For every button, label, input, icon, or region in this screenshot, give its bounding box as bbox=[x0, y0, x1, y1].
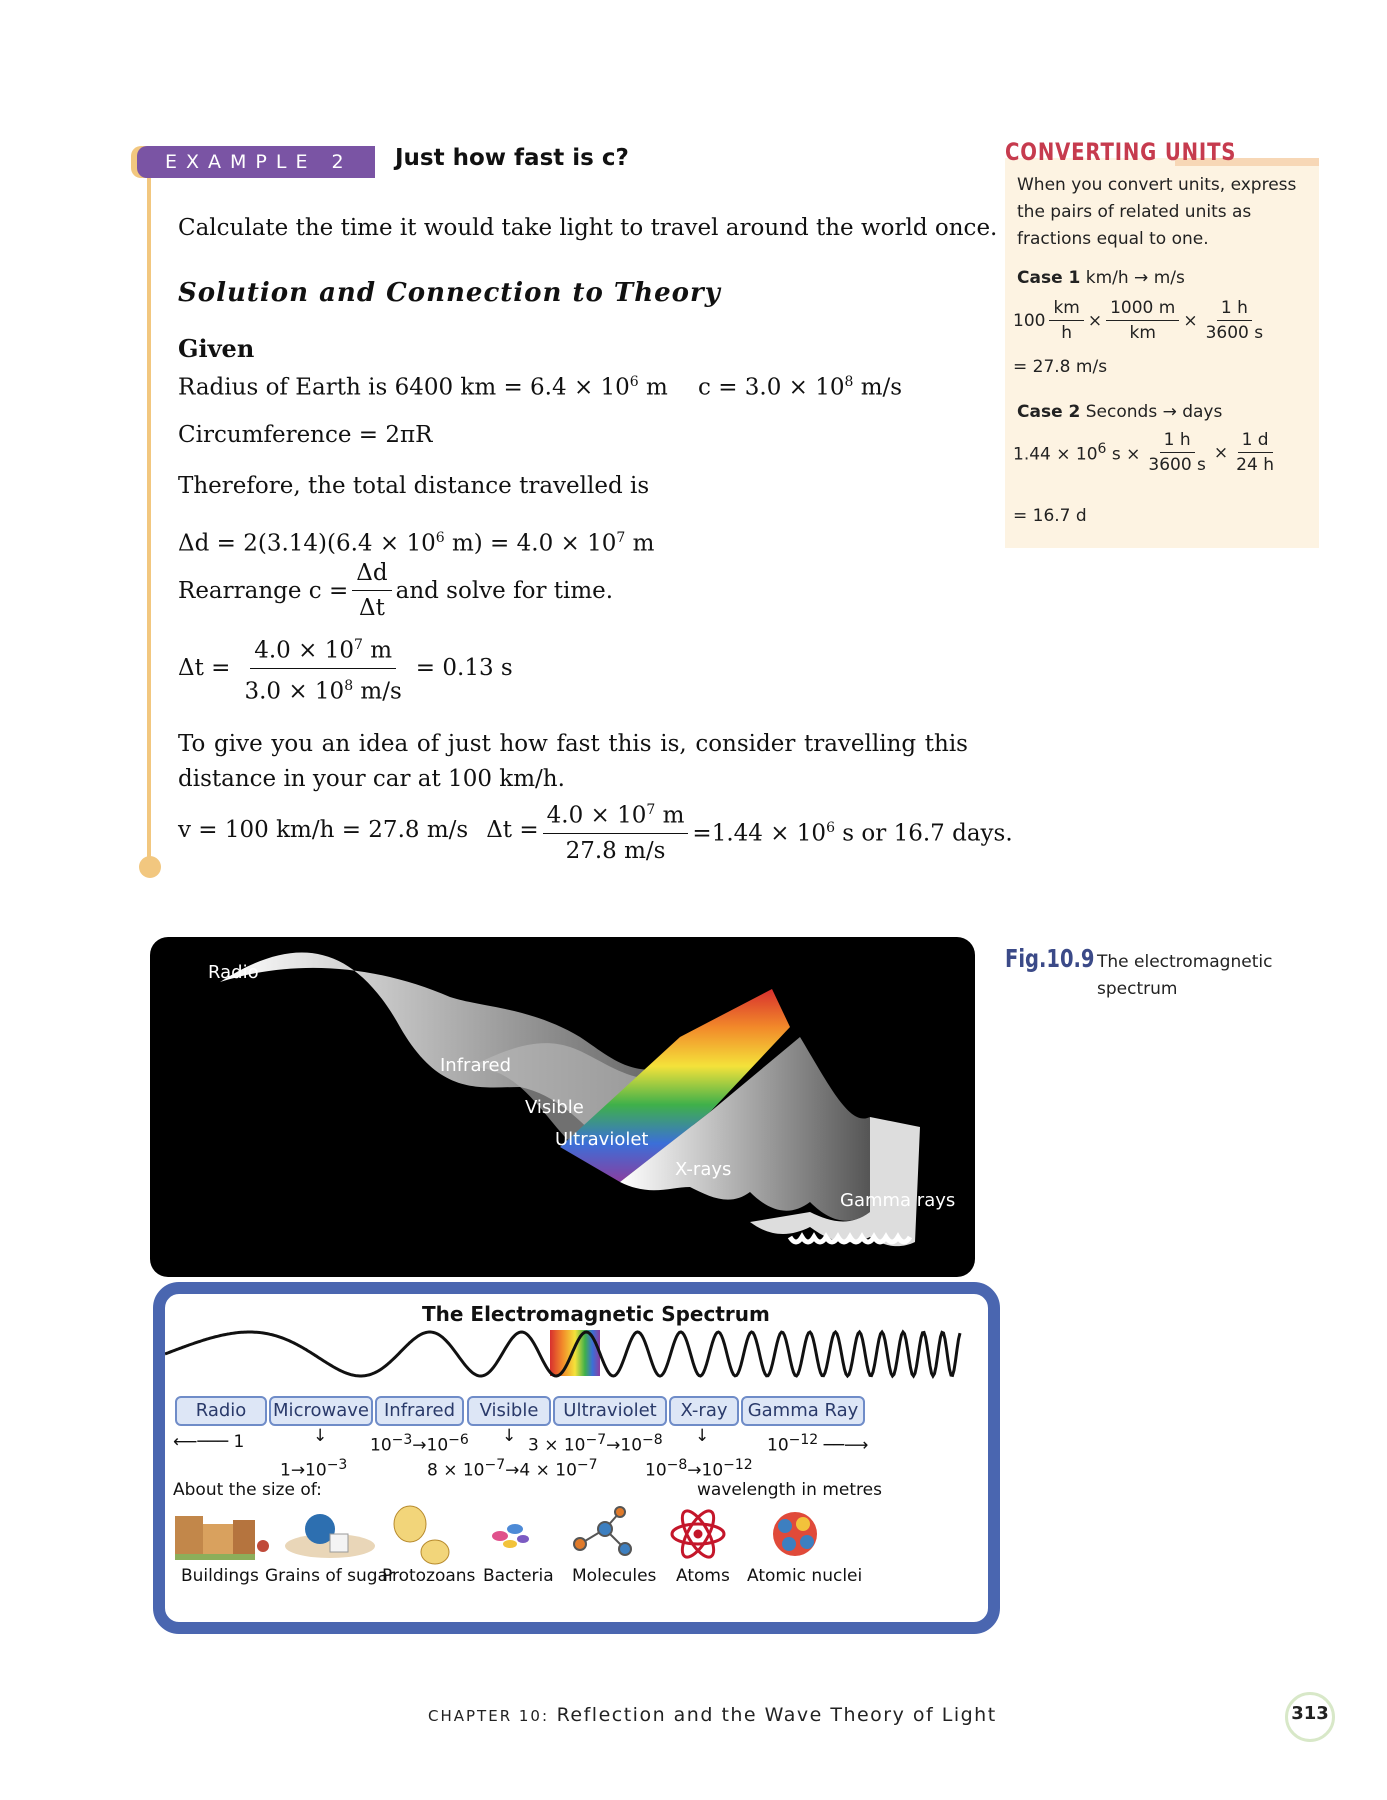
rearrange-fraction: $\frac{\Delta d}{\Delta t}$ bbox=[352, 558, 391, 623]
photo-label-visible: Visible bbox=[525, 1097, 584, 1118]
idea-text: To give you an idea of just how fast this is, consider travelling this distance in your car at 100 km/h. bbox=[178, 731, 968, 792]
spectrum-wave-illustration bbox=[150, 937, 975, 1277]
case2-heading: Case 2 Seconds → days bbox=[1017, 402, 1223, 422]
wavelength-label: wavelength in metres bbox=[697, 1480, 882, 1500]
given-radius: Radius of Earth is 6400 km = $6.4 \times 10^6$ m bbox=[178, 374, 668, 401]
em-spectrum-title: The Electromagnetic Spectrum bbox=[422, 1302, 770, 1326]
therefore-text: Therefore, the total distance travelled is bbox=[178, 473, 650, 499]
figure-caption-line1: The electromagnetic spectrum bbox=[1097, 952, 1273, 999]
example-label: EXAMPLE 2 bbox=[165, 151, 353, 173]
case1-result: = 27.8 m/s bbox=[1013, 357, 1108, 377]
sugar-icon bbox=[285, 1514, 375, 1558]
given-c: $c = 3.0 \times 10^8$ m/s bbox=[698, 374, 903, 401]
atom-icon bbox=[672, 1506, 724, 1561]
wl-radio: ⟵─── 1 bbox=[173, 1432, 245, 1452]
figure-number: Fig.10.9 bbox=[1005, 944, 1095, 973]
photo-label-infrared: Infrared bbox=[440, 1055, 511, 1076]
delta-t-fraction: $\frac{4.0 \times 10^7 m}{3.0 \times 10^8 m/s}$ bbox=[240, 630, 405, 706]
delta-d-eq: $\Delta d = 2(3.14)(6.4 \times 10^6$ $m) = 4.0 \times 10^7$ m bbox=[178, 530, 655, 557]
size-label: About the size of: bbox=[173, 1480, 322, 1500]
car-fraction: $\frac{4.0 \times 10^7 m}{27.8 m/s}$ bbox=[543, 795, 689, 866]
buildings-icon bbox=[175, 1516, 269, 1560]
case2-result: = 16.7 d bbox=[1013, 506, 1087, 526]
converting-units-intro: When you convert units, express the pairs of related units as fractions equal to one. bbox=[1017, 175, 1297, 249]
page-number: 313 bbox=[1291, 1703, 1329, 1724]
size-protozoans: Protozoans bbox=[382, 1566, 476, 1586]
example-title: Just how fast is c? bbox=[395, 145, 629, 171]
wl-visible-arrow: ↓ bbox=[502, 1426, 517, 1446]
size-molecules: Molecules bbox=[572, 1566, 657, 1586]
converting-units-title: CONVERTING UNITS bbox=[1005, 138, 1237, 166]
band-gamma-ray: Gamma Ray bbox=[741, 1396, 865, 1426]
band-visible: Visible bbox=[467, 1396, 551, 1426]
case2-equation: $1.44 \times 10^6$ s × $\frac{1 h}{3600 s}$ × $\frac{1 d}{24 h}$ bbox=[1013, 430, 1274, 475]
band-radio: Radio bbox=[175, 1396, 267, 1426]
example-problem: Calculate the time it would take light to travel around the world once. bbox=[178, 215, 998, 241]
bacteria-icon bbox=[492, 1524, 529, 1548]
rearrange-eq: Rearrange c = $\frac{\Delta d}{\Delta t}$ and solve for time. bbox=[178, 560, 614, 621]
wl-gamma: $10^{-12}$ ──⟶ bbox=[767, 1432, 869, 1456]
example-label-bar bbox=[137, 146, 375, 178]
example-side-rule bbox=[147, 178, 151, 866]
wl-visible: $8 \times 10^{-7}\to 4 \times 10^{-7}$ bbox=[427, 1457, 598, 1481]
delta-t-eq: Δt = $\frac{4.0 \times 10^7 m}{3.0 \times 10^8 m/s}$ = 0.13 s bbox=[178, 630, 513, 706]
case1-equation: 100 $\frac{km}{h}$ × $\frac{1000 m}{km}$ × $\frac{1 h}{3600 s}$ bbox=[1013, 298, 1264, 343]
car-eq: v = 100 km/h = 27.8 m/s Δt = $\frac{4.0 \times 10^7 m}{27.8 m/s}$ $=1.44 \times 10^6$ s or 16.7 days. bbox=[178, 795, 1013, 866]
wavelength-wave bbox=[165, 1324, 965, 1384]
solution-heading: Solution and Connection to Theory bbox=[178, 278, 721, 308]
size-atoms: Atoms bbox=[676, 1566, 730, 1586]
nucleus-icon bbox=[773, 1512, 817, 1556]
protozoan-icon bbox=[394, 1506, 449, 1564]
band-microwave: Microwave bbox=[269, 1396, 373, 1426]
given-heading: Given bbox=[178, 334, 255, 363]
em-spectrum-panel bbox=[153, 1282, 1000, 1634]
size-icons-row bbox=[165, 1504, 965, 1574]
band-xray: X-ray bbox=[669, 1396, 739, 1426]
band-infrared: Infrared bbox=[375, 1396, 464, 1426]
wl-xray-arrow: ↓ bbox=[695, 1426, 710, 1446]
molecule-icon bbox=[574, 1507, 631, 1555]
wl-infrared: $10^{-3}\to 10^{-6}$ bbox=[370, 1432, 469, 1456]
size-buildings: Buildings bbox=[181, 1566, 259, 1586]
photo-label-ultraviolet: Ultraviolet bbox=[555, 1129, 649, 1150]
photo-label-gamma: Gamma rays bbox=[840, 1190, 956, 1211]
wl-xray: $10^{-8}\to 10^{-12}$ bbox=[645, 1457, 753, 1481]
wl-microwave: $1\to 10^{-3}$ bbox=[280, 1457, 348, 1481]
size-bacteria: Bacteria bbox=[483, 1566, 554, 1586]
photo-label-xrays: X-rays bbox=[675, 1159, 732, 1180]
size-nuclei: Atomic nuclei bbox=[747, 1566, 863, 1586]
example-end-dot bbox=[139, 856, 161, 878]
photo-label-radio: Radio bbox=[208, 962, 259, 983]
wl-microwave-arrow: ↓ bbox=[313, 1426, 328, 1446]
band-ultraviolet: Ultraviolet bbox=[553, 1396, 667, 1426]
circumference-eq: Circumference = 2πR bbox=[178, 422, 433, 448]
size-sugar: Grains of sugar bbox=[265, 1566, 395, 1586]
chapter-footer: CHAPTER 10: Reflection and the Wave Theory of Light bbox=[428, 1704, 997, 1726]
wl-ultraviolet: $3 \times 10^{-7}\to 10^{-8}$ bbox=[528, 1432, 663, 1456]
case1-heading: Case 1 km/h → m/s bbox=[1017, 268, 1185, 288]
